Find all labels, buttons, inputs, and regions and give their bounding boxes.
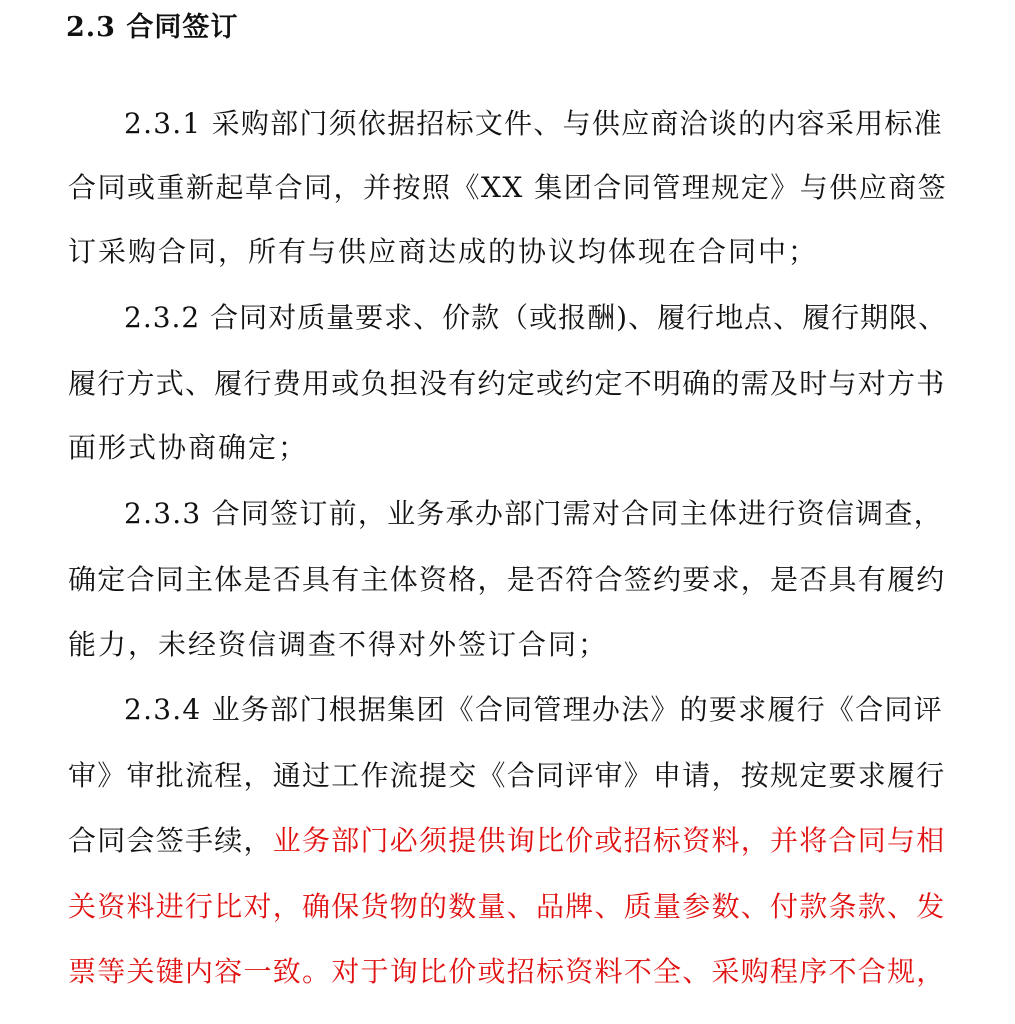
paragraph-2-3-3-line-3: 能力，未经资信调查不得对外签订合同； (68, 628, 609, 661)
paragraph-2-3-1-line-2: 合同或重新起草合同，并按照《XX 集团合同管理规定》与供应商签 (68, 171, 948, 204)
paragraph-2-3-4-line-1: 2.3.4 业务部门根据集团《合同管理办法》的要求履行《合同评 (124, 693, 943, 726)
paragraph-2-3-4-line-3 (68, 821, 946, 861)
paragraph-2-3-2-line-2: 履行方式、履行费用或负担没有约定或约定不明确的需及时与对方书 (68, 367, 946, 400)
paragraph-2-3-4-red-line-2: 票等关键内容一致。对于询比价或招标资料不全、采购程序不合规， (68, 955, 946, 988)
paragraph-2-3-2-line-3: 面形式协商确定； (68, 431, 309, 464)
paragraph-2-3-2-line-1: 2.3.2 合同对质量要求、价款（或报酬)、履行地点、履行期限、 (124, 301, 948, 334)
paragraph-2-3-1-line-1: 2.3.1 采购部门须依据招标文件、与供应商洽谈的内容采用标准 (124, 107, 943, 140)
paragraph-2-3-1-line-3: 订采购合同，所有与供应商达成的协议均体现在合同中； (68, 235, 819, 268)
paragraph-2-3-4-line-2: 审》审批流程，通过工作流提交《合同评审》申请，按规定要求履行 (68, 759, 946, 792)
paragraph-2-3-3-line-2: 确定合同主体是否具有主体资格，是否符合签约要求，是否具有履约 (68, 563, 946, 596)
section-heading: 2.3 合同签订 (66, 12, 239, 43)
paragraph-2-3-4-red-segment: 业务部门必须提供询比价或招标资料，并将合同与相 (272, 824, 946, 857)
paragraph-2-3-4-black-segment: 合同会签手续， (68, 824, 273, 857)
paragraph-2-3-4-red-line-1: 关资料进行比对，确保货物的数量、品牌、质量参数、付款条款、发 (68, 890, 946, 923)
paragraph-2-3-3-line-1: 2.3.3 合同签订前，业务承办部门需对合同主体进行资信调查， (124, 497, 943, 530)
